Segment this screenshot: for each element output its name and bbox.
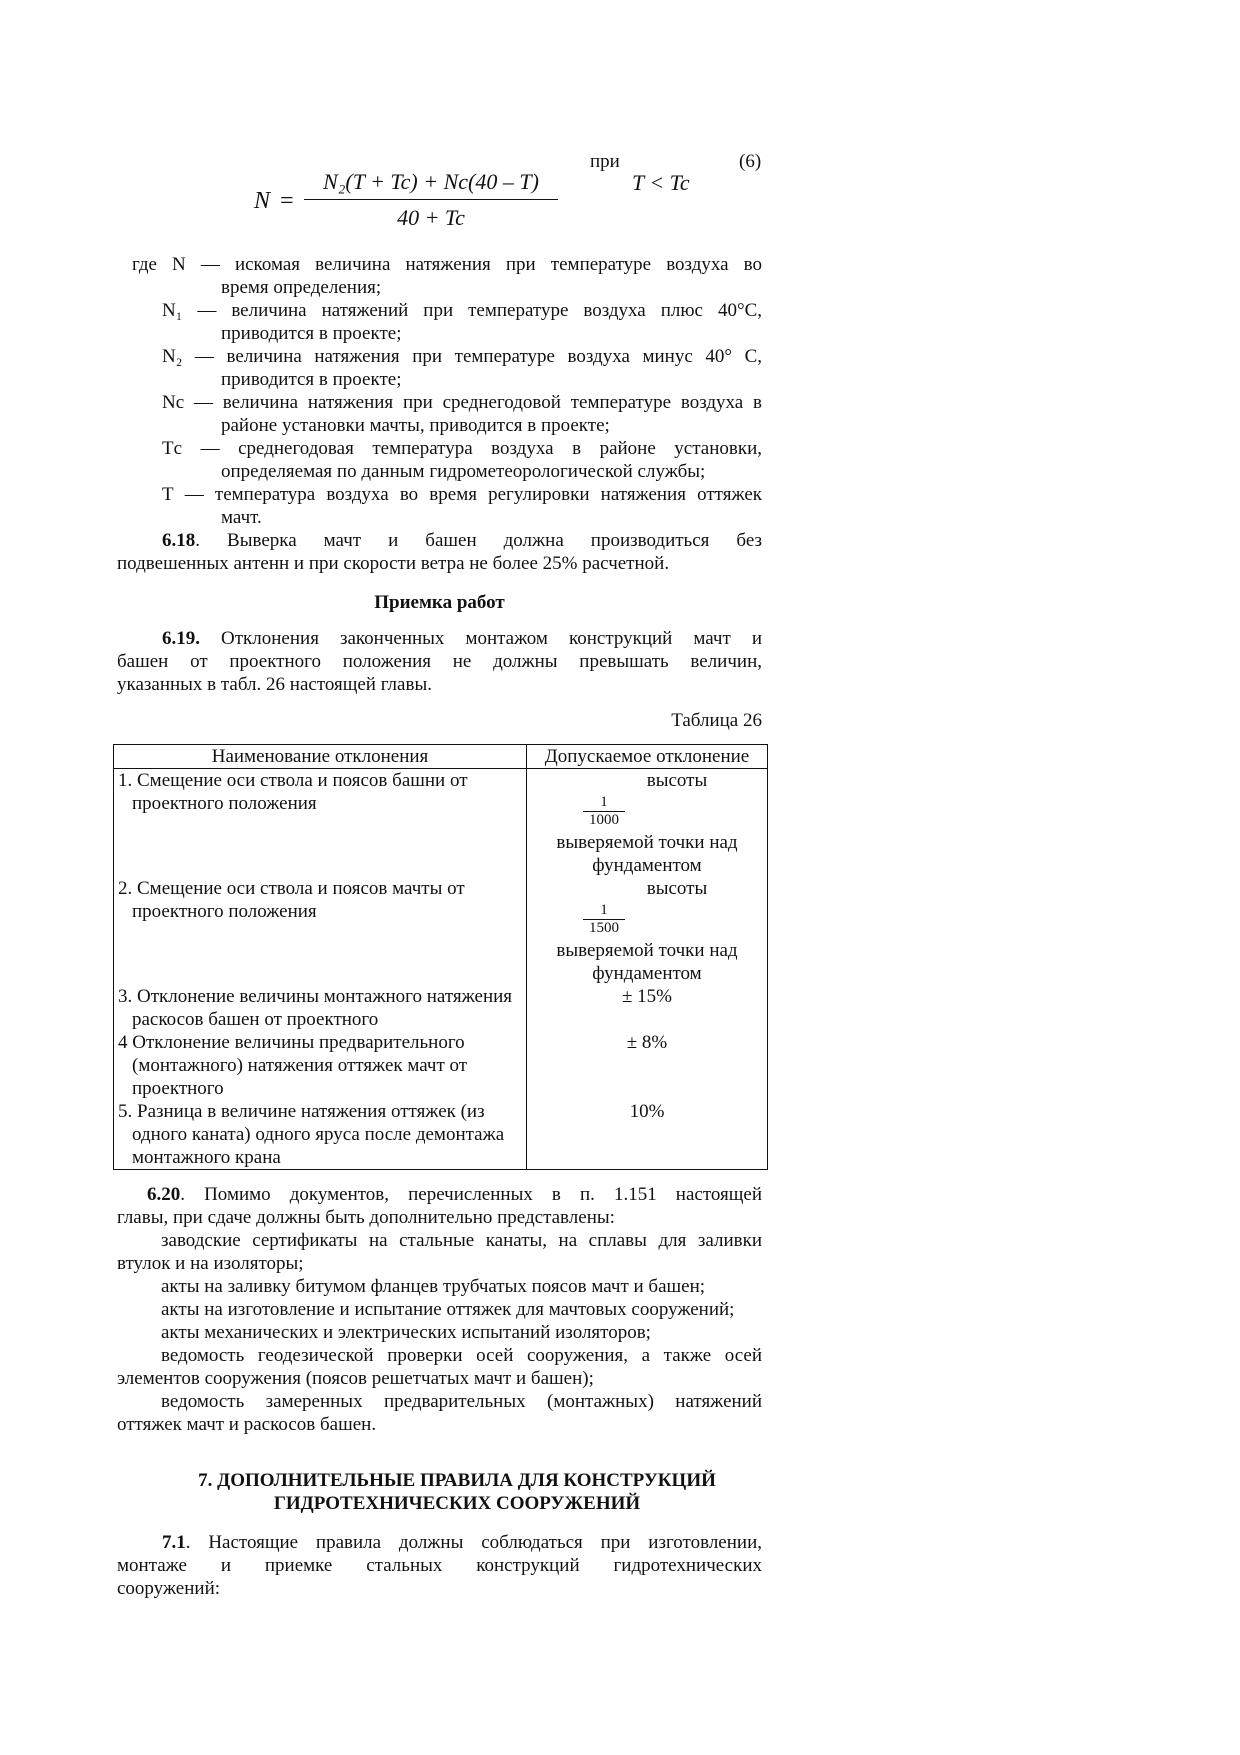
paragraph-text: . Настоящие правила должны соблюдаться при изготовлении, (185, 1532, 762, 1553)
paragraph-6-18-line2: подвешенных антенн и при скорости ветра не более 25% расчетной. (117, 553, 670, 574)
table-row (114, 877, 768, 985)
paragraph-6-20-line2: главы, при сдаче должны быть дополнительно представлены: (117, 1207, 615, 1228)
fraction-numerator: 1 (600, 794, 608, 810)
legend-item: Т — температура воздуха во время регулировки натяжения оттяжек (162, 484, 762, 505)
paragraph-6-19-line3: указанных в табл. 26 настоящей главы. (117, 674, 432, 695)
formula-numerator: N₂(T + Tc) + Nc(40 – T) (323, 169, 539, 194)
formula-denominator: 40 + Tc (397, 205, 465, 230)
formula-condition-word: при (590, 151, 620, 172)
table-header: Наименование отклонения (114, 745, 527, 769)
deviation-name: 2. Смещение оси ствола и поясов мачты от проектного положения (118, 878, 465, 922)
table-row (114, 985, 768, 1031)
table-cell-name (114, 877, 527, 985)
paragraph-text: Отклонения законченных монтажом конструкций мачт и (200, 628, 762, 649)
table-cell-name (114, 1100, 527, 1170)
table-cell-name (114, 769, 527, 878)
list-item: акты на заливку битумом фланцев трубчатых поясов мачт и башен; (161, 1276, 706, 1297)
value-fraction (583, 902, 625, 937)
table-row (114, 1100, 768, 1170)
paragraph-6-19 (162, 627, 762, 650)
section-heading (117, 1469, 797, 1515)
table-cell-value (527, 769, 768, 878)
value-fraction (583, 794, 625, 829)
table-cell-name (114, 1031, 527, 1100)
fraction-denominator: 1000 (583, 811, 625, 829)
value-top: высоты (646, 878, 708, 899)
legend-item-cont: приводится в проекте; (221, 323, 402, 344)
legend-item-cont: определяемая по данным гидрометеорологической службы; (221, 461, 706, 482)
paragraph-text: . Помимо документов, перечисленных в п. 1.151 настоящей (180, 1184, 762, 1205)
table-header-row (114, 745, 768, 769)
deviation-name: 3. Отклонение величины монтажного натяжения раскосов башен от проектного (118, 986, 513, 1030)
formula-condition: T < Tc (632, 170, 690, 195)
value-bottom: выверяемой точки над фундаментом (556, 832, 738, 876)
paragraph-text: . Выверка мачт и башен должна производиться без (195, 530, 762, 551)
fraction-denominator: 1500 (583, 919, 625, 937)
paragraph-7-1 (162, 1531, 762, 1554)
clause-number: 6.18 (162, 530, 196, 551)
legend-item: Tс — среднегодовая температура воздуха в районе установки, (162, 438, 762, 459)
clause-number: 6.20 (147, 1184, 181, 1205)
formula-fraction-bar (304, 199, 558, 200)
legend-item: N₂ — величина натяжения при температуре воздуха минус 40° С, (162, 346, 762, 367)
formula-block (250, 165, 770, 240)
value-bottom: выверяемой точки над фундаментом (556, 940, 738, 984)
subheading-acceptance: Приемка работ (374, 592, 505, 613)
list-item: заводские сертификаты на стальные канаты, на сплавы для заливки втулок и на изоляторы; (117, 1230, 762, 1274)
formula-equals: = (280, 188, 294, 214)
section-heading-line1: 7. ДОПОЛНИТЕЛЬНЫЕ ПРАВИЛА ДЛЯ КОНСТРУКЦИЙ (198, 1470, 716, 1491)
section-heading-line2: ГИДРОТЕХНИЧЕСКИХ СООРУЖЕНИЙ (273, 1493, 641, 1514)
paragraph-6-20 (147, 1183, 762, 1206)
value-top: высоты (646, 770, 708, 791)
legend-item: где N — искомая величина натяжения при температуре воздуха во (132, 254, 762, 275)
table-header: Допускаемое отклонение (527, 745, 768, 769)
legend-item-cont: время определения; (221, 277, 382, 298)
paragraph-6-18 (162, 529, 762, 552)
fraction-numerator: 1 (600, 902, 608, 918)
deviation-name: 5. Разница в величине натяжения оттяжек (из одного каната) одного яруса после демонтажа монтажного крана (118, 1101, 505, 1168)
deviation-name: 1. Смещение оси ствола и поясов башни от проектного положения (118, 770, 468, 814)
formula-lhs: N (254, 188, 271, 214)
table-cell-value: ± 15% (527, 985, 768, 1031)
deviations-table (113, 744, 768, 1170)
table-row (114, 1031, 768, 1100)
list-item: акты на изготовление и испытание оттяжек для мачтовых сооружений; (161, 1299, 735, 1320)
clause-number: 6.19. (162, 628, 200, 649)
legend-item: Nс — величина натяжения при среднегодовой температуре воздуха в (162, 392, 762, 413)
table-row (114, 769, 768, 878)
paragraph-7-1-line3: сооружений: (117, 1578, 221, 1599)
table-cell-value: ± 8% (527, 1031, 768, 1100)
deviation-name: 4 Отклонение величины предварительного (монтажного) натяжения оттяжек мачт от проектного (118, 1032, 468, 1099)
table-cell-value (527, 877, 768, 985)
table-label: Таблица 26 (671, 710, 762, 731)
list-item: акты механических и электрических испытаний изоляторов; (161, 1322, 651, 1343)
legend-item-cont: районе установки мачты, приводится в проекте; (221, 415, 610, 436)
paragraph-7-1-line2: монтаже и приемке стальных конструкций гидротехнических (117, 1555, 762, 1576)
legend-item-cont: приводится в проекте; (221, 369, 402, 390)
list-item: ведомость замеренных предварительных (монтажных) натяжений оттяжек мачт и раскосов башен. (117, 1391, 762, 1435)
paragraph-6-19-line2: башен от проектного положения не должны превышать величин, (117, 651, 762, 672)
documents-list (117, 1229, 762, 1436)
clause-number: 7.1 (162, 1532, 186, 1553)
legend-item: N₁ — величина натяжений при температуре воздуха плюс 40°С, (162, 300, 762, 321)
table-cell-name (114, 985, 527, 1031)
legend-item-cont: мачт. (221, 507, 262, 528)
list-item: ведомость геодезической проверки осей сооружения, а также осей элементов сооружения (поясов решетчатых мачт и башен); (117, 1345, 762, 1389)
formula-number: (6) (739, 151, 762, 172)
table-cell-value: 10% (527, 1100, 768, 1170)
